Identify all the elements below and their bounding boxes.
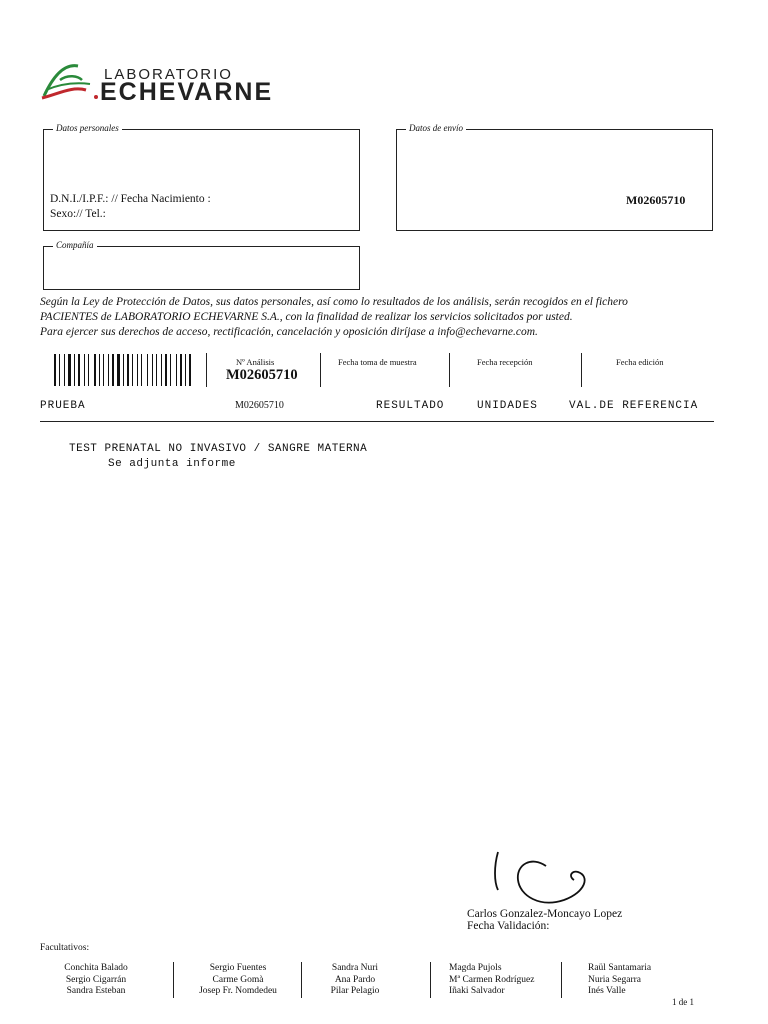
staff-member: Sergio Fuentes	[209, 963, 267, 973]
validation-date-label: Fecha Validación:	[467, 920, 550, 932]
staff-member: Raül Santamaria	[588, 963, 652, 973]
staff-divider-4	[561, 962, 562, 998]
signature-image	[488, 846, 598, 912]
company-box	[43, 246, 360, 290]
edition-date-label: Fecha edición	[616, 357, 664, 367]
shipping-data-legend: Datos de envío	[406, 123, 466, 133]
staff-member: Inés Valle	[588, 986, 626, 996]
column-result: RESULTADO	[376, 400, 445, 412]
header-rule	[40, 421, 714, 422]
header-divider-2	[320, 353, 321, 387]
page-indicator: 1 de 1	[672, 997, 694, 1007]
staff-column-2	[176, 963, 300, 998]
personal-data-legend: Datos personales	[53, 123, 122, 133]
column-test: PRUEBA	[40, 400, 86, 412]
test-note: Se adjunta informe	[108, 458, 236, 470]
column-code: M02605710	[235, 400, 284, 411]
staff-member: Sandra Nuri	[331, 963, 379, 973]
barcode-icon	[54, 354, 194, 386]
staff-column-1	[40, 963, 152, 998]
staff-member: Carme Gomà	[212, 974, 264, 985]
echevarne-logo-icon	[38, 60, 100, 102]
shipping-data-box	[396, 129, 713, 231]
header-divider-4	[581, 353, 582, 387]
staff-divider-3	[430, 962, 431, 998]
staff-member: Ana Pardo	[334, 974, 376, 985]
staff-divider-1	[173, 962, 174, 998]
analysis-number-label: Nº Análisis	[236, 357, 275, 367]
header-divider-1	[206, 353, 207, 387]
personal-sex-line: Sexo:// Tel.:	[50, 208, 106, 220]
column-units: UNIDADES	[477, 400, 538, 412]
shipping-code: M02605710	[626, 193, 686, 207]
staff-member: Magda Pujols	[449, 963, 502, 973]
notice-line-3: Para ejercer sus derechos de acceso, rectificación, cancelación y oposición diríjase a info@echevarne.com.	[40, 326, 538, 338]
staff-member: Mª Carmen Rodríguez	[449, 974, 535, 985]
logo-echevarne-text: ECHEVARNE	[100, 78, 274, 106]
personal-id-line: D.N.I./I.P.F.: // Fecha Nacimiento :	[50, 193, 211, 205]
staff-label: Facultativos:	[40, 943, 90, 953]
staff-member: Pilar Pelagio	[330, 986, 380, 996]
staff-member: Iñaki Salvador	[449, 986, 505, 996]
notice-line-2: PACIENTES de LABORATORIO ECHEVARNE S.A., con la finalidad de realizar los servicios solicitados por usted.	[40, 311, 573, 323]
reception-date-label: Fecha recepción	[477, 357, 533, 367]
staff-member: Josep Fr. Nomdedeu	[199, 986, 277, 996]
staff-column-4	[436, 963, 562, 998]
analysis-number: M02605710	[226, 367, 298, 383]
test-name: TEST PRENATAL NO INVASIVO / SANGRE MATERNA	[69, 443, 368, 455]
notice-line-1: Según la Ley de Protección de Datos, sus datos personales, así como lo resultados de los análisis, serán recogidos en el fichero	[40, 296, 628, 308]
data-protection-notice	[40, 295, 740, 340]
sample-date-label: Fecha toma de muestra	[338, 357, 417, 367]
column-reference: VAL.DE REFERENCIA	[569, 400, 699, 412]
staff-member: Nuria Segarra	[588, 974, 642, 985]
staff-member: Conchita Balado	[64, 963, 128, 973]
staff-column-3	[304, 963, 406, 998]
logo-laboratorio-text: LABORATORIO	[104, 66, 233, 83]
company-legend: Compañía	[53, 240, 97, 250]
staff-divider-2	[301, 962, 302, 998]
validating-doctor: Carlos Gonzalez-Moncayo Lopez	[467, 908, 623, 920]
staff-column-5	[584, 963, 694, 998]
header-divider-3	[449, 353, 450, 387]
staff-member: Sergio Cigarrán	[65, 974, 127, 985]
staff-member: Sandra Esteban	[66, 986, 126, 996]
